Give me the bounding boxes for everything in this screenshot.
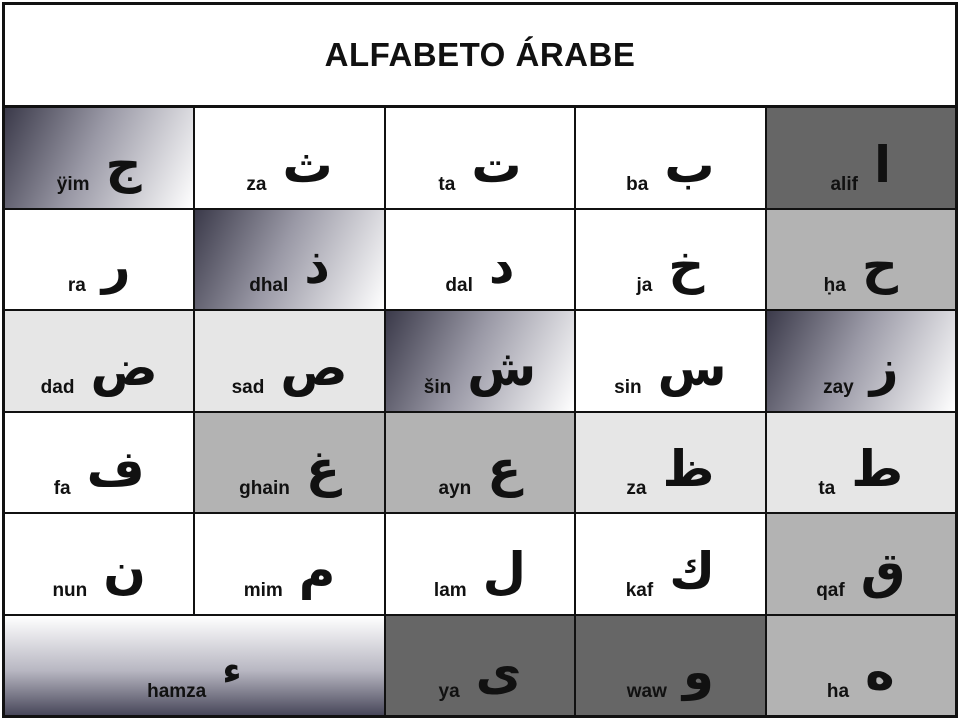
letter-cell-content	[53, 440, 145, 499]
letter-name: ta	[438, 173, 456, 195]
letter-cell-content	[626, 135, 715, 195]
arabic-letter: غ	[305, 440, 340, 498]
letter-name: kaf	[625, 579, 654, 601]
letter-cell	[5, 514, 193, 614]
letter-cell-content	[816, 541, 906, 601]
letter-name: ja	[636, 275, 653, 296]
arabic-letter: ق	[860, 541, 906, 600]
arabic-letter: ظ	[662, 440, 715, 498]
arabic-letter: خ	[668, 237, 705, 295]
letter-cell-content	[67, 237, 131, 296]
letter-cell-content	[823, 237, 898, 296]
letter-cell-content	[636, 237, 705, 296]
letter-cell-content	[40, 338, 158, 398]
letter-cell	[767, 311, 955, 411]
letter-cell-content	[433, 541, 527, 601]
letter-cell-content	[239, 440, 340, 499]
letter-name: za	[246, 173, 267, 195]
letter-cell-content	[438, 135, 522, 195]
arabic-letter: ن	[103, 541, 146, 600]
arabic-letter: ل	[482, 541, 527, 600]
letter-cell-content	[614, 338, 727, 398]
arabic-letter: ح	[861, 237, 898, 295]
letter-cell	[576, 514, 764, 614]
arabic-letter: و	[682, 643, 714, 701]
letter-cell	[5, 311, 193, 411]
letter-cell-content	[818, 440, 904, 499]
letter-cell	[576, 616, 764, 716]
letter-cell	[386, 108, 574, 208]
letter-name: šin	[423, 376, 452, 398]
letter-cell	[386, 210, 574, 310]
letter-name: ayn	[438, 478, 472, 499]
letter-cell-content	[249, 237, 330, 296]
letter-cell-content	[231, 338, 348, 398]
letter-name: nun	[52, 579, 88, 601]
letter-name: ghain	[239, 478, 290, 499]
letter-name: ra	[67, 275, 86, 296]
letter-cell	[767, 514, 955, 614]
letter-name: alif	[830, 173, 858, 195]
letter-name: dad	[40, 376, 75, 398]
arabic-letter: م	[298, 541, 336, 600]
arabic-letter: ك	[669, 541, 716, 600]
arabic-letter: د	[488, 237, 515, 295]
letter-cell	[5, 616, 384, 716]
letter-name: lam	[433, 579, 467, 601]
letter-cell	[5, 413, 193, 513]
letter-name: za	[626, 478, 647, 499]
arabic-letter: ث	[282, 135, 333, 194]
letter-cell-content	[830, 135, 892, 195]
arabic-letter: ء	[222, 647, 242, 692]
letter-cell-content	[246, 135, 333, 195]
arabic-letter: ز	[869, 338, 899, 397]
title-bar	[5, 5, 955, 108]
letter-cell	[386, 616, 574, 716]
letter-cell	[195, 108, 383, 208]
arabic-letter: ذ	[304, 237, 330, 295]
letter-cell	[767, 413, 955, 513]
letter-cell-content	[52, 541, 146, 601]
letter-name: sin	[614, 376, 642, 398]
letter-cell-content	[243, 541, 336, 601]
letter-cell-content	[445, 237, 515, 296]
letter-cell-content	[625, 541, 716, 601]
arabic-letter: ى	[475, 643, 522, 701]
letter-name: ḥa	[823, 275, 846, 296]
letter-cell	[576, 210, 764, 310]
letter-cell	[576, 311, 764, 411]
letter-cell-content	[438, 643, 522, 702]
arabic-letter: س	[657, 338, 727, 397]
letter-cell	[5, 108, 193, 208]
letter-name: ba	[626, 173, 649, 195]
letter-cell	[5, 210, 193, 310]
letter-grid	[5, 108, 955, 715]
letter-cell	[576, 413, 764, 513]
letter-cell	[386, 413, 574, 513]
letter-name: zay	[823, 376, 854, 398]
letter-cell	[767, 616, 955, 716]
letter-cell-content	[626, 440, 715, 499]
letter-name: dal	[445, 275, 473, 296]
arabic-letter: ش	[467, 338, 537, 397]
letter-name: sad	[231, 376, 265, 398]
letter-name: mim	[243, 579, 283, 601]
arabic-letter: ه	[865, 643, 895, 701]
letter-cell	[386, 514, 574, 614]
letter-name: hamza	[147, 681, 207, 702]
letter-cell-content	[438, 440, 522, 499]
arabic-letter: ع	[487, 440, 522, 498]
letter-cell	[386, 311, 574, 411]
arabic-letter: ج	[105, 135, 142, 194]
letter-cell-content	[56, 135, 142, 195]
letter-cell-content	[826, 643, 895, 702]
page-title: ALFABETO ÁRABE	[324, 36, 636, 73]
arabic-letter: ف	[86, 440, 145, 498]
letter-name: ya	[438, 681, 460, 702]
letter-name: dhal	[249, 275, 289, 296]
arabic-letter: ط	[851, 440, 904, 498]
arabic-letter: ص	[280, 338, 348, 397]
letter-cell	[195, 210, 383, 310]
letter-name: ha	[826, 681, 850, 702]
arabic-letter: ر	[101, 237, 131, 295]
letter-cell	[576, 108, 764, 208]
alphabet-chart	[2, 2, 958, 718]
letter-name: ta	[818, 478, 836, 499]
arabic-letter: ض	[90, 338, 158, 397]
arabic-letter: ت	[471, 135, 522, 194]
arabic-letter: ب	[664, 135, 715, 194]
letter-cell-content	[423, 338, 537, 398]
letter-cell	[195, 311, 383, 411]
arabic-letter: ا	[873, 135, 892, 194]
letter-cell	[195, 413, 383, 513]
letter-cell-content	[147, 647, 242, 702]
letter-cell	[767, 108, 955, 208]
letter-cell-content	[626, 643, 714, 702]
letter-name: ÿim	[56, 173, 90, 195]
letter-cell-content	[823, 338, 899, 398]
letter-name: fa	[53, 478, 71, 499]
letter-name: qaf	[816, 579, 845, 601]
letter-cell	[195, 514, 383, 614]
letter-name: waw	[626, 681, 667, 702]
letter-cell	[767, 210, 955, 310]
